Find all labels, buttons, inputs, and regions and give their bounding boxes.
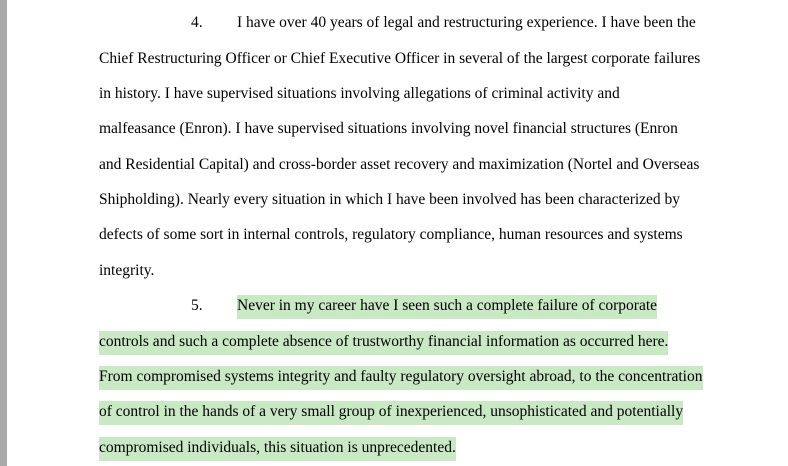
paragraph-line: and Residential Capital) and cross-border asset recovery and maximization (Nortel and Overseas	[99, 156, 700, 173]
highlighted-line: Never in my career have I seen such a complete failure of corporate	[237, 295, 657, 319]
highlighted-line: compromised individuals, this situation is unprecedented.	[99, 437, 456, 461]
paragraph-line: Shipholding). Nearly every situation in which I have been involved has been characterized by	[99, 191, 681, 208]
highlighted-line: From compromised systems integrity and faulty regulatory oversight abroad, to the concentration	[99, 366, 703, 390]
highlighted-line: controls and such a complete absence of trustworthy financial information as occurred here.	[99, 331, 668, 355]
window-edge-bar	[0, 0, 7, 466]
paragraph-line: I have over 40 years of legal and restructuring experience. I have been the	[237, 14, 696, 31]
highlighted-line: of control in the hands of a very small group of inexperienced, unsophisticated and potentially	[99, 401, 683, 425]
paragraph-line: integrity.	[99, 262, 155, 279]
paragraph-number: 5.	[191, 297, 203, 314]
paragraph-line: malfeasance (Enron). I have supervised situations involving novel financial structures (Enron	[99, 120, 678, 137]
paragraph-line: defects of some sort in internal controls, regulatory compliance, human resources and systems	[99, 226, 683, 243]
paragraph-line: Chief Restructuring Officer or Chief Executive Officer in several of the largest corporate failures	[99, 50, 701, 67]
paragraph-line: in history. I have supervised situations involving allegations of criminal activity and	[99, 85, 620, 102]
paragraph-number: 4.	[191, 14, 203, 31]
